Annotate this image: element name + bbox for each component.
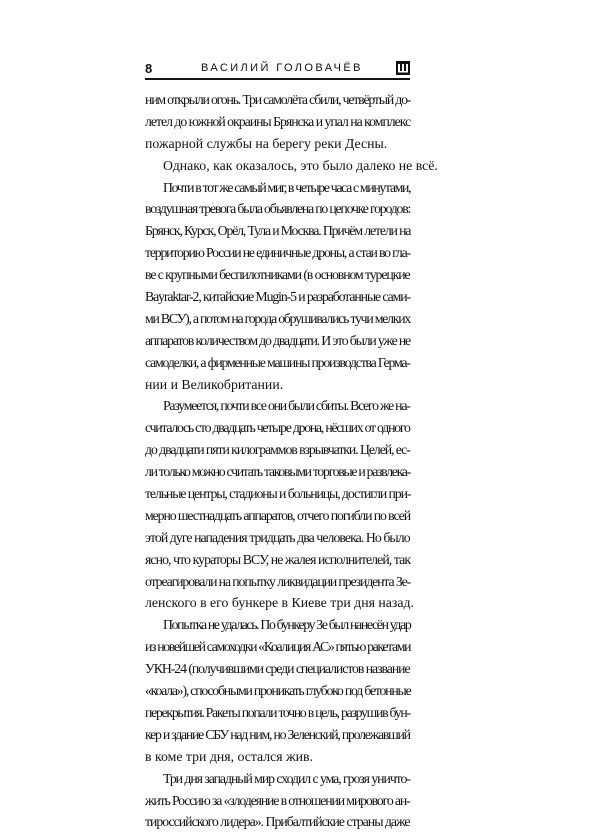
text-line: самоделки, а фирменные машины производства Герма-: [145, 354, 410, 370]
header-rule: [145, 78, 410, 80]
text-line: ми ВСУ), а потом на города обрушивались тучи мелких: [145, 310, 411, 326]
text-line: до двадцати пяти килограммов взрывчатки. Целей, ес-: [145, 442, 410, 458]
text-line: из новейшей самоходки «Коалиция АС» пятью ракетами: [145, 639, 411, 655]
text-line: перекрытия. Ракеты попали точно в цель, разрушив бун-: [145, 704, 410, 720]
text-line: ве с крупными беспилотниками (в основном турецкие: [145, 267, 410, 283]
running-head-author: ВАСИЛИЙ ГОЛОВАЧЁВ: [201, 62, 363, 74]
text-line: жить Россию за «злодеяние в отношении мирового ан-: [145, 792, 410, 808]
text-line: ли только можно считать таковыми торговые и развлека-: [145, 464, 410, 480]
text-line: Брянск, Курск, Орёл, Тула и Москва. Причём летели на: [145, 223, 411, 239]
text-line: кер и здание СБУ над ним, но Зеленский, пролежавший: [145, 726, 410, 742]
text-line: аппаратов количеством до двадцати. И это были уже не: [145, 332, 410, 348]
body-text: [145, 89, 438, 833]
text-line: отреагировали на попытку ликвидации президента Зе-: [145, 573, 411, 589]
page-number: 8: [145, 61, 153, 76]
text-line: воздушная тревога была объявлена по цепочке городов:: [145, 201, 411, 217]
text-line: тироссийского лидера». Прибалтийские страны даже: [145, 814, 410, 830]
text-line: УКН-24 (получившими среди специалистов название: [145, 661, 410, 677]
text-line: летел до южной окраины Брянска и упал на комплекс: [145, 113, 411, 129]
paragraph-first-line: Разумеется, почти все они были сбиты. Всего же на-: [163, 398, 410, 414]
text-line: территорию России не единичные дроны, а стаи во гла-: [145, 245, 410, 261]
paragraph-first-line: Попытка не удалась. По бункеру Зе был нанесён удар: [163, 617, 411, 633]
paragraph-first-line: Почти в тот же самый миг, в четыре часа с минутами,: [163, 179, 411, 195]
paragraph-first-line: Три дня западный мир сходил с ума, грозя уничто-: [163, 770, 410, 786]
page-header: [145, 60, 410, 82]
text-line: в коме три дня, остался жив.: [145, 748, 313, 764]
paragraph-first-line: Однако, как оказалось, это было далеко не всё.: [163, 157, 438, 173]
text-line: ним открыли огонь. Три самолёта сбили, четвёртый до-: [145, 92, 411, 107]
text-line: пожарной службы на берегу реки Десны.: [145, 135, 388, 151]
text-line: мерно шестнадцать аппаратов, отчего погибли по всей: [145, 507, 410, 523]
text-line: этой дуге нападения тридцать два человека. Но было: [145, 529, 410, 545]
text-line: тельные центры, стадионы и больницы, достигли при-: [145, 486, 411, 502]
text-line: считалось сто двадцать четыре дрона, нёсших от одного: [145, 420, 410, 436]
text-line: нии и Великобритании.: [145, 376, 284, 392]
text-line: ленского в его бункере в Киеве три дня назад.: [145, 595, 414, 611]
text-line: «коала»), способными проникать глубоко под бетонные: [145, 683, 411, 699]
text-line: Bayraktar-2, китайские Mugin-5 и разработанные сами-: [145, 289, 410, 305]
publisher-logo-icon: [396, 61, 410, 75]
text-line: ясно, что кураторы ВСУ, не жалея исполнителей, так: [145, 551, 411, 567]
